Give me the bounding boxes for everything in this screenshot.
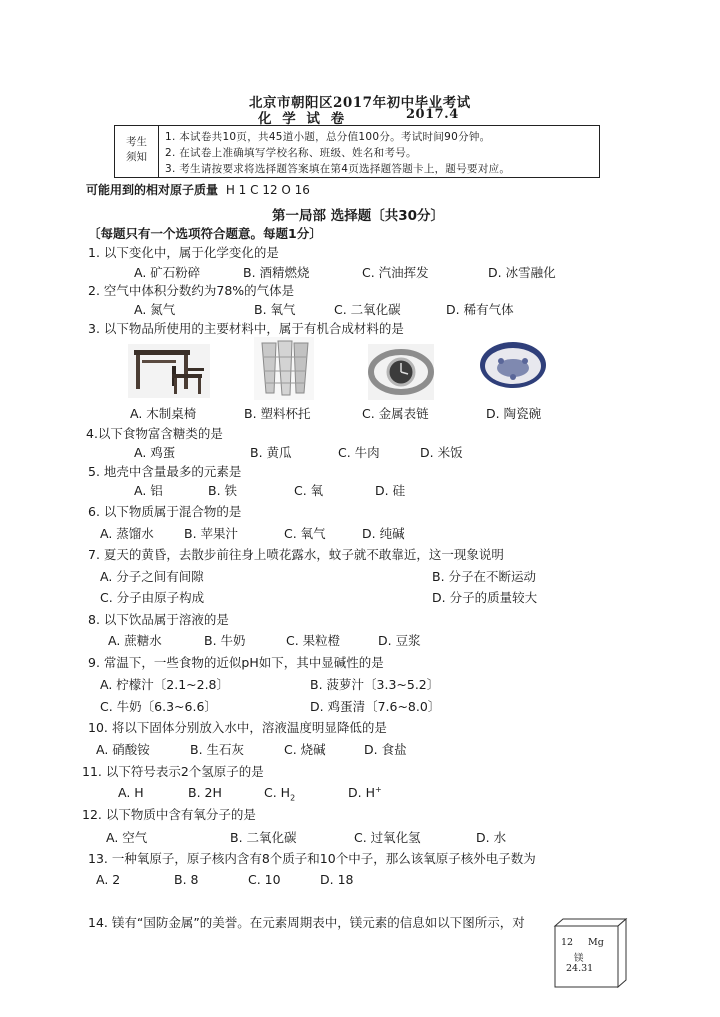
magnesium-element-card [553,918,628,988]
metal-watch-icon [368,344,434,400]
question-9: 9. 常温下，一些食物的近似pH如下，其中显碱性的是 [88,655,384,670]
q6-option-a: A. 蒸馏水 [100,526,154,541]
q5-option-d: D. 硅 [375,483,406,498]
q3-option-c: C. 金属表链 [362,406,429,421]
q7-option-a: A. 分子之间有间隙 [100,569,204,584]
q6-option-c: C. 氧气 [284,526,326,541]
q3-option-a: A. 木制桌椅 [130,406,197,421]
notice-line-1: 1. 本试卷共10页，共45道小题，总分值100分。考试时间90分钟。 [165,131,491,143]
q9-option-d: D. 鸡蛋清〔7.6~8.0〕 [310,699,441,714]
q13-option-b: B. 8 [174,872,199,887]
q5-option-a: A. 铝 [134,483,163,498]
exam-date: 2017.4 [406,107,459,122]
plastic-cup-holder-icon [254,337,314,400]
question-8: 8. 以下饮品属于溶液的是 [88,612,229,627]
q5-option-c: C. 氧 [294,483,324,498]
exam-title: 北京市朝阳区2017年初中毕业考试 [249,95,471,111]
q3-option-b: B. 塑料杯托 [244,406,311,421]
q7-option-b: B. 分子在不断运动 [432,569,537,584]
notice-line-2: 2. 在试卷上准确填写学校名称、班级、姓名和考号。 [165,147,417,159]
question-2: 2. 空气中体积分数约为78%的气体是 [88,283,295,298]
q2-option-a: A. 氮气 [134,302,176,317]
element-name: 镁 [574,953,584,964]
q10-option-b: B. 生石灰 [190,742,245,757]
q4-option-c: C. 牛肉 [338,445,380,460]
q1-option-c: C. 汽油挥发 [362,265,429,280]
q5-option-b: B. 铁 [208,483,238,498]
atomic-mass-line [86,181,310,198]
q4-option-b: B. 黄瓜 [250,445,292,460]
q12-option-c: C. 过氧化氢 [354,830,421,845]
q9-option-a: A. 柠檬汁〔2.1~2.8〕 [100,677,230,692]
q6-option-d: D. 纯碱 [362,526,405,541]
element-mass: 24.31 [566,963,594,974]
question-3: 3. 以下物品所使用的主要材料中，属于有机合成材料的是 [88,321,404,336]
q3-option-d: D. 陶瓷碗 [486,406,542,421]
atomic-mass-label: 可能用到的相对原子质量 [86,183,219,197]
candidate-notice-box [114,125,600,178]
question-13: 13. 一种氧原子，原子核内含有8个质子和10个中子，那么该氧原子核外电子数为 [88,851,536,866]
q1-option-a: A. 矿石粉碎 [134,265,201,280]
q10-option-d: D. 食盐 [364,742,407,757]
q10-option-a: A. 硝酸铵 [96,742,150,757]
q1-option-d: D. 冰雪融化 [488,265,556,280]
notice-label [115,126,159,177]
q2-option-d: D. 稀有气体 [446,302,514,317]
q12-option-b: B. 二氧化碳 [230,830,297,845]
q4-option-d: D. 米饭 [420,445,463,460]
q10-option-c: C. 烧碱 [284,742,326,757]
q6-option-b: B. 苹果汁 [184,526,239,541]
notice-label-top: 考生 [126,136,147,148]
q13-option-d: D. 18 [320,872,354,887]
q2-option-b: B. 氧气 [254,302,296,317]
question-14: 14. 镁有“国防金属”的美誉。在元素周期表中，镁元素的信息如以下图所示，对 [88,915,525,930]
question-12: 12. 以下物质中含有氧分子的是 [82,807,256,822]
q11-option-c-subscript: 2 [290,793,296,803]
question-7: 7. 夏天的黄昏，去散步前往身上喷花露水，蚊子就不敢靠近，这一现象说明 [88,547,504,562]
question-11: 11. 以下符号表示2个氢原子的是 [82,764,264,779]
q7-option-c: C. 分子由原子构成 [100,590,205,605]
question-5: 5. 地壳中含量最多的元素是 [88,464,242,479]
atomic-mass-values: H 1 C 12 O 16 [225,183,310,197]
question-4: 4.以下食物富含糖类的是 [86,426,223,441]
q8-option-c: C. 果粒橙 [286,633,341,648]
question-1: 1. 以下变化中，属于化学变化的是 [88,245,279,260]
q13-option-a: A. 2 [96,872,121,887]
q4-option-a: A. 鸡蛋 [134,445,176,460]
section-title: 第一局部 选择题〔共30分〕 [272,208,444,224]
q11-option-d-superscript: + [374,785,382,794]
q11-option-d-text: D. H [348,785,375,801]
q11-option-d [348,785,382,800]
question-6: 6. 以下物质属于混合物的是 [88,504,242,519]
q11-option-b: B. 2H [188,785,222,800]
q11-option-c-text: C. H [264,785,291,800]
q7-option-d: D. 分子的质量较大 [432,590,538,605]
q11-option-c [264,785,295,803]
notice-line-3: 3. 考生请按要求将选择题答案填在第4页选择题答题卡上，题号要对应。 [165,163,511,175]
q8-option-d: D. 豆浆 [378,633,421,648]
ceramic-bowl-icon [477,337,549,399]
desk-chair-icon [128,344,210,398]
q12-option-d: D. 水 [476,830,507,845]
q9-option-c: C. 牛奶〔6.3~6.6〕 [100,699,217,714]
q13-option-c: C. 10 [248,872,281,887]
section-instruction: 〔每题只有一个选项符合题意。每题1分〕 [88,226,322,241]
exam-subject: 化 学 试 卷 [258,111,348,127]
question-10: 10. 将以下固体分别放入水中，溶液温度明显降低的是 [88,720,387,735]
q12-option-a: A. 空气 [106,830,148,845]
q1-option-b: B. 酒精燃烧 [243,265,310,280]
q2-option-c: C. 二氧化碳 [334,302,401,317]
q8-option-b: B. 牛奶 [204,633,246,648]
notice-label-bottom: 须知 [126,151,147,163]
q8-option-a: A. 蔗糖水 [108,633,162,648]
element-number: 12 [561,937,574,948]
q9-option-b: B. 菠萝汁〔3.3~5.2〕 [310,677,440,692]
element-symbol: Mg [588,937,604,948]
q11-option-a: A. H [118,785,144,800]
